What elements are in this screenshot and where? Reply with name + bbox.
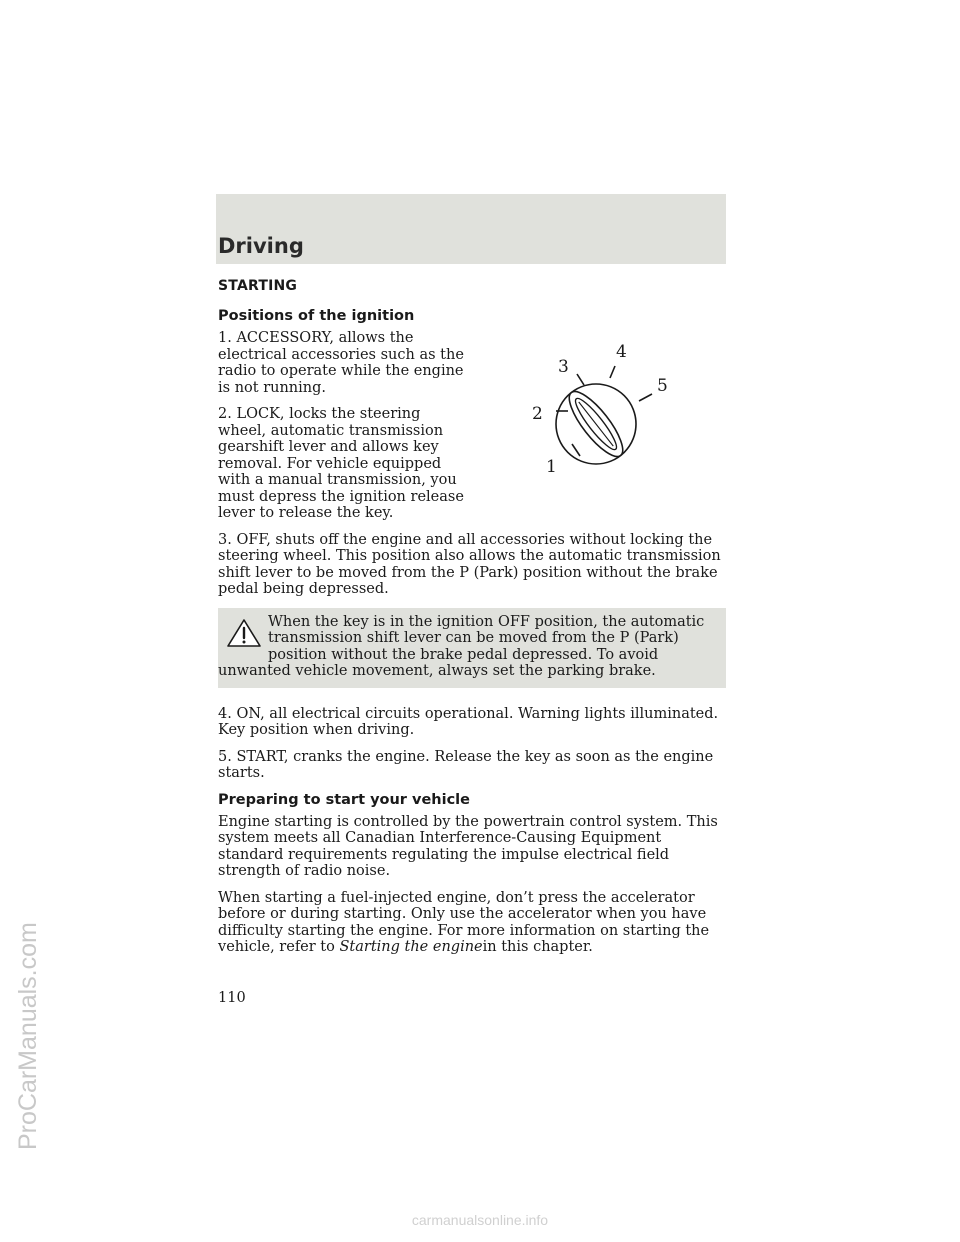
page-content	[218, 278, 726, 966]
item-accessory: 1. ACCESSORY, allows the electrical accessories such as the radio to operate while the engine is not running.	[218, 330, 464, 396]
section-title: Driving	[218, 234, 304, 258]
cross-reference-starting-engine: Starting the engine	[339, 939, 483, 955]
position-label-5: 5	[657, 376, 668, 396]
item-lock: 2. LOCK, locks the steering wheel, automatic transmission gearshift lever and allows key removal. For vehicle equipped with a manual transmission, you must depress the ignition release lever to release the key.	[218, 406, 464, 521]
footer-watermark: carmanualsonline.info	[411, 1212, 549, 1228]
paragraph-fuel-injected	[218, 890, 726, 956]
position-label-4: 4	[616, 342, 627, 362]
position-label-2: 2	[532, 404, 543, 424]
heading-preparing: Preparing to start your vehicle	[218, 791, 470, 808]
warning-triangle-icon	[226, 618, 262, 648]
heading-positions: Positions of the ignition	[218, 308, 415, 324]
paragraph-fuel-injected-text: When starting a fuel-injected engine, don’t press the accelerator before or during starting. Only use the accelerator when you have difficulty starting the engine. For more information on starting the vehicle, refer to	[218, 889, 710, 955]
position-label-3: 3	[558, 357, 569, 377]
paragraph-powertrain: Engine starting is controlled by the powertrain control system. This system meets all Canadian Interference-Causing Equipment standard requirements regulating the impulse electrical field strength of radio noise.	[218, 813, 718, 879]
item-on: 4. ON, all electrical circuits operational. Warning lights illuminated. Key position when driving.	[218, 705, 719, 738]
page-number: 110	[218, 990, 246, 1006]
position-label-1: 1	[546, 457, 557, 477]
side-watermark: ProCarManuals.com	[14, 922, 42, 1150]
heading-starting: STARTING	[218, 278, 298, 294]
item-start: 5. START, cranks the engine. Release the key as soon as the engine starts.	[218, 748, 714, 781]
warning-box	[218, 608, 726, 688]
item-off: 3. OFF, shuts off the engine and all accessories without locking the steering wheel. This position also allows the automatic transmission shift lever to be moved from the P (Park) position without the brake pedal being depressed.	[218, 531, 721, 597]
warning-text: When the key is in the ignition OFF position, the automatic transmission shift lever can be moved from the P (Park) position without the brake pedal depressed. To avoid unwanted vehicle movement, always set the parking brake.	[218, 613, 705, 679]
paragraph-fuel-injected-end: in this chapter.	[482, 939, 593, 955]
